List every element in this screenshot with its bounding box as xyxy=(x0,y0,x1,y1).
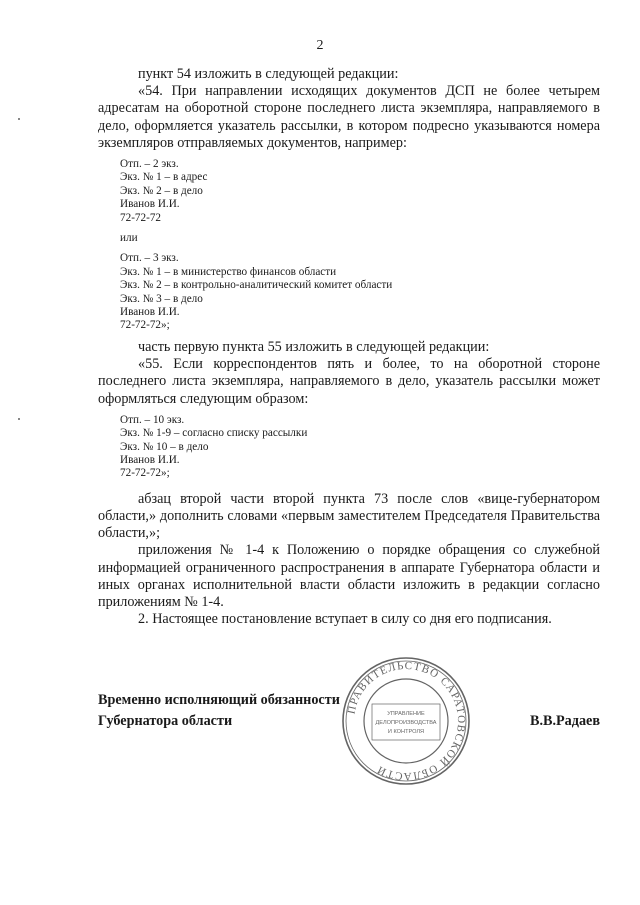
paragraph-appendix: приложения № 1-4 к Положению о порядке обращения со служебной информацией ограниченного распространения в аппарате Губернатора области и иных органах исполнительной власти области изложить в редакции согласно приложениям № 1-4. xyxy=(98,542,600,610)
example-distribution-list-3 xyxy=(120,414,600,481)
example-line: Отп. – 10 экз. xyxy=(120,413,185,426)
seal-ring-text: ПРАВИТЕЛЬСТВО САРАТОВСКОЙ ОБЛАСТИ xyxy=(345,659,468,783)
paragraph-effective-date: 2. Настоящее постановление вступает в силу со дня его подписания. xyxy=(138,611,552,628)
example-line: Иванов И.И. xyxy=(120,306,180,319)
example-line: Отп. – 2 экз. xyxy=(120,158,179,171)
official-seal-stamp xyxy=(340,655,472,787)
signer-title-line-2: Губернатора области xyxy=(98,713,233,729)
signer-title-line-1: Временно исполняющий обязанности xyxy=(98,692,340,708)
paragraph-point-54: «54. При направлении исходящих документов ДСП не более четырем адресатам на оборотной стороне последнего листа экземпляра, направляемого в дело, оформляется указатель рассылки, в котором подресно указываются номера экземпляров отправляемых документов, например: xyxy=(98,83,600,151)
example-line: Экз. № 3 – в дело xyxy=(120,292,203,305)
example-line: Иванов И.И. xyxy=(120,198,180,211)
paragraph-point-55-intro: часть первую пункта 55 изложить в следующей редакции: xyxy=(138,338,490,355)
paragraph-point-73: абзац второй части второй пункта 73 после слов «вице-губернатором области,» дополнить словами «первым заместителем Председателя Правительства области,»; xyxy=(98,490,600,542)
example-line: Экз. № 1-9 – согласно списку рассылки xyxy=(120,427,308,440)
example-line: Экз. № 10 – в дело xyxy=(120,440,209,453)
example-line: Отп. – 3 экз. xyxy=(120,252,179,265)
seal-inner-line: ДЕЛОПРОИЗВОДСТВА xyxy=(375,720,437,726)
seal-inner-line: И КОНТРОЛЯ xyxy=(387,729,425,735)
paragraph-point-54-intro: пункт 54 изложить в следующей редакции: xyxy=(138,66,399,82)
or-separator: или xyxy=(120,232,138,245)
example-line: Экз. № 1 – в адрес xyxy=(120,171,208,184)
example-distribution-list-1 xyxy=(120,158,600,225)
example-distribution-list-2 xyxy=(120,252,600,332)
signer-name: В.В.Радаев xyxy=(529,713,600,729)
example-line: Экз. № 2 – в контрольно-аналитический комитет области xyxy=(120,279,393,292)
example-line: Экз. № 1 – в министерство финансов области xyxy=(120,265,337,278)
example-line: Экз. № 2 – в дело xyxy=(120,184,203,197)
page-number: 2 xyxy=(316,38,324,53)
margin-dot xyxy=(18,418,20,420)
seal-inner-line: УПРАВЛЕНИЕ xyxy=(387,711,425,717)
example-line: Иванов И.И. xyxy=(120,453,180,466)
example-line: 72-72-72»; xyxy=(120,319,170,332)
paragraph-point-55: «55. Если корреспондентов пять и более, то на оборотной стороне последнего листа экземпляра, направляемого в дело, указатель рассылки может оформляться следующим образом: xyxy=(98,356,600,407)
document-body xyxy=(98,66,600,628)
example-line: 72-72-72 xyxy=(120,211,162,224)
example-line: 72-72-72»; xyxy=(120,467,170,480)
margin-dot xyxy=(18,118,20,120)
